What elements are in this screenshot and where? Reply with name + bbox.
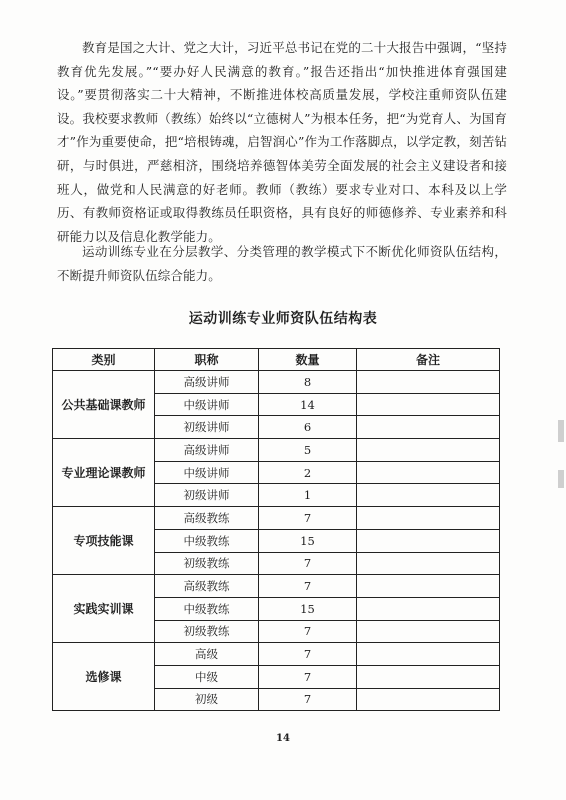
title-cell: 初级讲师 (155, 484, 259, 507)
note-cell (357, 461, 500, 484)
category-cell: 专项技能课 (53, 507, 155, 575)
header-category: 类别 (53, 349, 155, 371)
title-cell: 高级 (155, 643, 259, 666)
note-cell (357, 371, 500, 394)
title-cell: 中级教练 (155, 529, 259, 552)
count-cell: 7 (259, 620, 357, 643)
note-cell (357, 484, 500, 507)
table-title: 运动训练专业师资队伍结构表 (188, 311, 378, 327)
count-cell: 7 (259, 507, 357, 530)
table-row (53, 575, 500, 598)
faculty-structure-table (52, 348, 500, 711)
title-cell: 中级教练 (155, 597, 259, 620)
table-row (53, 439, 500, 462)
count-cell: 15 (259, 597, 357, 620)
table-row (53, 371, 500, 394)
title-cell: 高级教练 (155, 575, 259, 598)
table-row (53, 507, 500, 530)
title-cell: 中级 (155, 665, 259, 688)
category-cell: 专业理论课教师 (53, 439, 155, 507)
count-cell: 2 (259, 461, 357, 484)
note-cell (357, 665, 500, 688)
note-cell (357, 529, 500, 552)
count-cell: 7 (259, 552, 357, 575)
note-cell (357, 393, 500, 416)
scan-edge-mark (558, 420, 564, 442)
title-cell: 初级教练 (155, 620, 259, 643)
count-cell: 14 (259, 393, 357, 416)
note-cell (357, 620, 500, 643)
title-cell: 初级 (155, 688, 259, 711)
title-cell: 初级教练 (155, 552, 259, 575)
category-cell: 公共基础课教师 (53, 371, 155, 439)
header-title: 职称 (155, 349, 259, 371)
count-cell: 7 (259, 665, 357, 688)
intro-paragraph: 教育是国之大计、党之大计，习近平总书记在党的二十大报告中强调，“坚持教育优先发展。”“要办好人民满意的教育。”报告还指出“加快推进体育强国建设。”要贯彻落实二十大精神，不断推进体校高质量发展，学校注重师资队伍建设。我校要求教师（教练）始终以“立德树人”为根本任务，把“为党育人、为国育才”作为重要使命，把“培根铸魂，启智润心”作为工作落脚点，以学定教，刻苦钻研，与时俱进，严慈相济，围绕培养德智体美劳全面发展的社会主义建设者和接班人，做党和人民满意的好老师。教师（教练）要求专业对口、本科及以上学历、有教师资格证或取得教练员任职资格，具有良好的师德修养、专业素养和科研能力以及信息化教学能力。 (57, 40, 507, 244)
note-cell (357, 439, 500, 462)
note-cell (357, 597, 500, 620)
scan-edge-mark (558, 470, 564, 488)
title-cell: 初级讲师 (155, 416, 259, 439)
title-cell: 高级讲师 (155, 439, 259, 462)
count-cell: 7 (259, 688, 357, 711)
structure-paragraph: 运动训练专业在分层教学、分类管理的教学模式下不断优化师资队伍结构，不断提升师资队伍综合能力。 (57, 244, 507, 283)
title-cell: 高级教练 (155, 507, 259, 530)
count-cell: 8 (259, 371, 357, 394)
header-note: 备注 (357, 349, 500, 371)
note-cell (357, 552, 500, 575)
note-cell (357, 688, 500, 711)
count-cell: 15 (259, 529, 357, 552)
page-number: 14 (276, 733, 290, 744)
category-cell: 选修课 (53, 643, 155, 711)
count-cell: 1 (259, 484, 357, 507)
note-cell (357, 507, 500, 530)
category-cell: 实践实训课 (53, 575, 155, 643)
count-cell: 7 (259, 575, 357, 598)
table-header-row (53, 349, 500, 371)
header-count: 数量 (259, 349, 357, 371)
title-cell: 中级讲师 (155, 393, 259, 416)
title-cell: 高级讲师 (155, 371, 259, 394)
count-cell: 7 (259, 643, 357, 666)
title-cell: 中级讲师 (155, 461, 259, 484)
note-cell (357, 416, 500, 439)
table-row (53, 643, 500, 666)
note-cell (357, 643, 500, 666)
count-cell: 6 (259, 416, 357, 439)
note-cell (357, 575, 500, 598)
count-cell: 5 (259, 439, 357, 462)
